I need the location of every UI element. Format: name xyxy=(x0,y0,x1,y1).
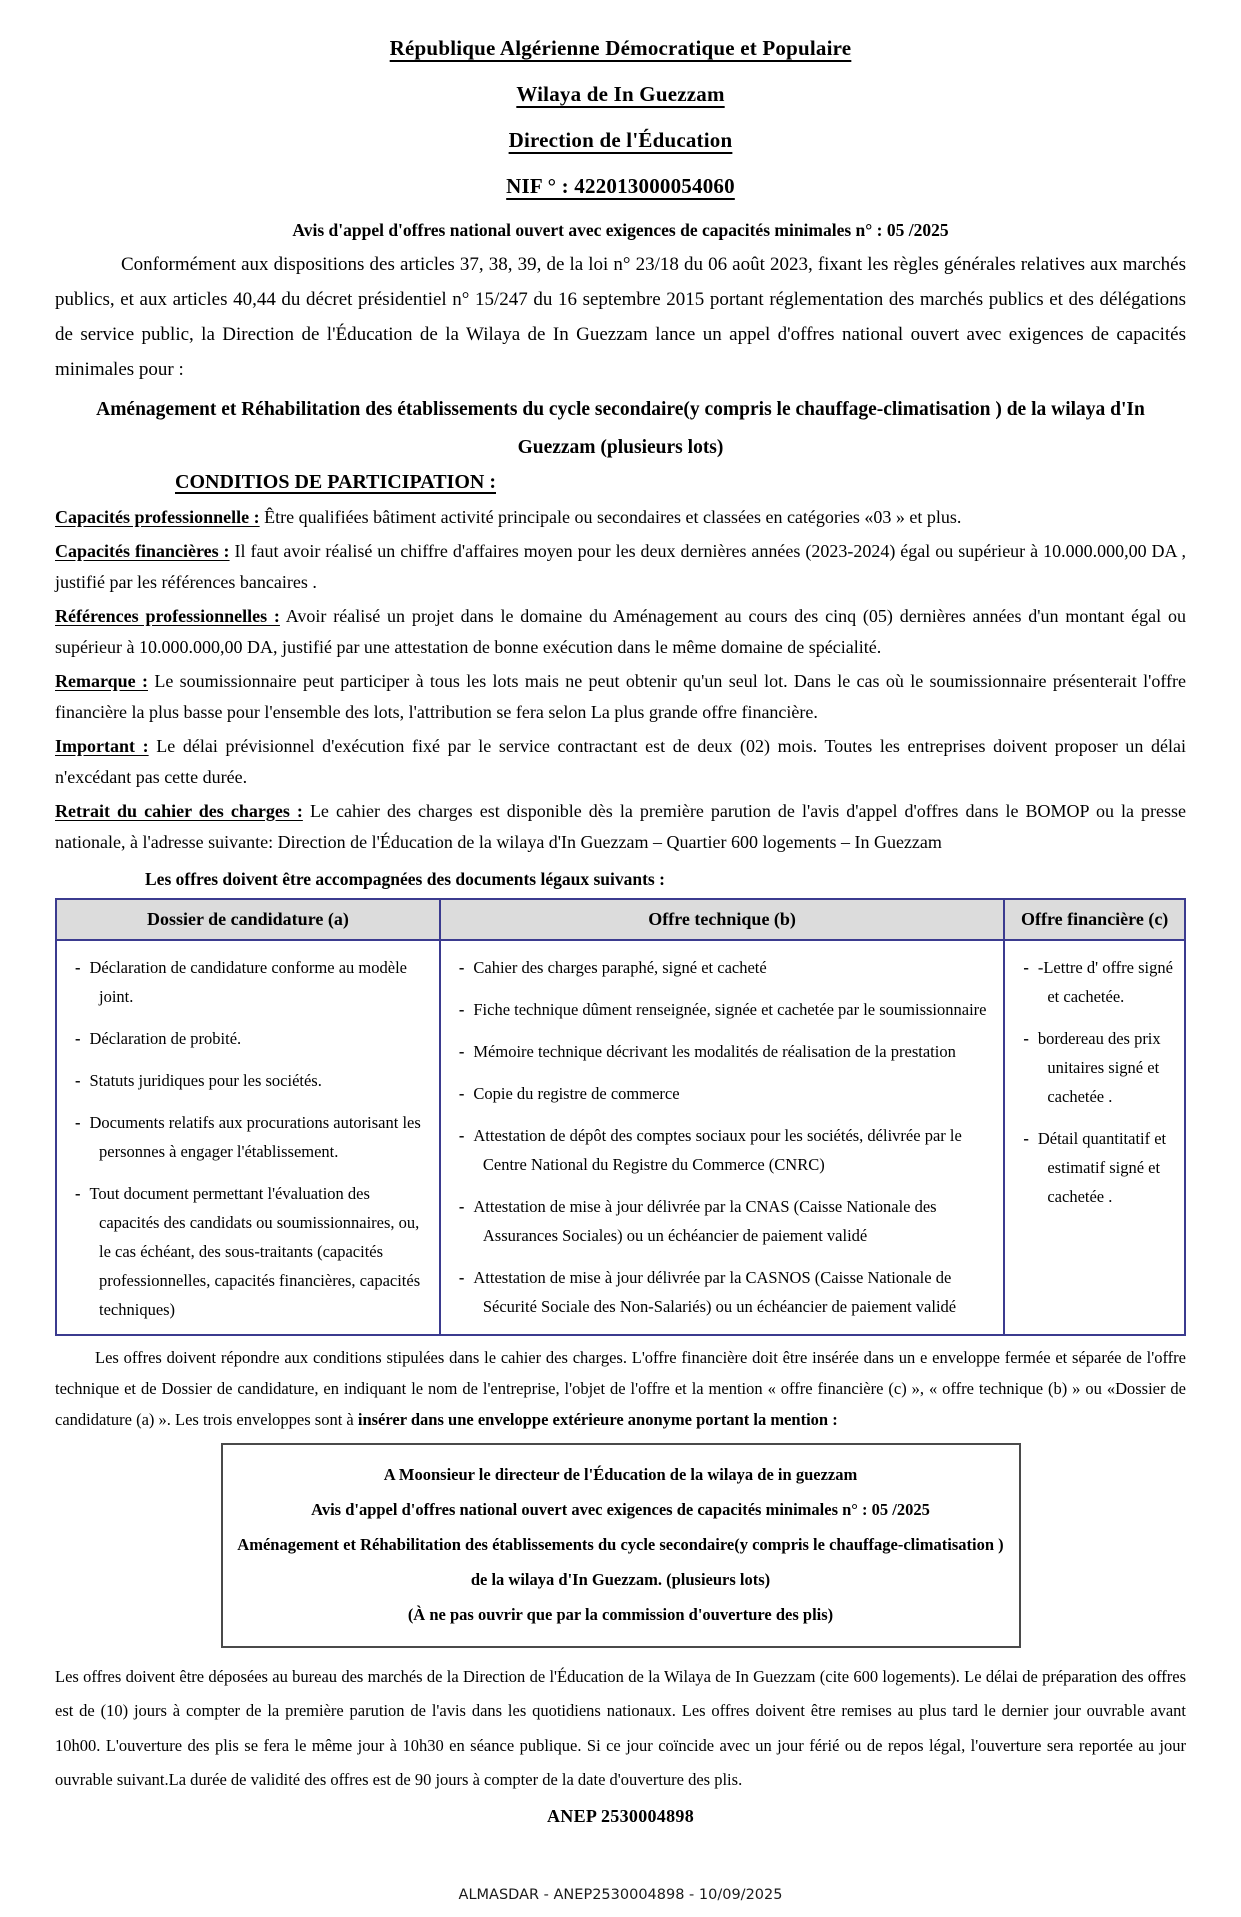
column-header-offre-financiere: Offre financière (c) xyxy=(1004,899,1185,940)
condition-text: Avoir réalisé un projet dans le domaine du Aménagement au cours des cinq (05) dernières années d'un montant égal ou supérieur à 10.000.000,00 DA, justifié par une attestation de bonne exécution dans le même domaine de spécialité. xyxy=(55,605,1186,657)
column-header-dossier-candidature: Dossier de candidature (a) xyxy=(56,899,440,940)
list-item: - Statuts juridiques pour les sociétés. xyxy=(65,1066,431,1095)
list-item: - Documents relatifs aux procurations autorisant les personnes à engager l'établissement. xyxy=(65,1108,431,1166)
condition-text: Le délai prévisionnel d'exécution fixé par le service contractant est de deux (02) mois. Toutes les entreprises doivent proposer un délai n'excédant pas cette durée. xyxy=(55,735,1186,787)
list-item: - Attestation de mise à jour délivrée par la CASNOS (Caisse Nationale de Sécurité Sociale des Non-Salariés) ou un échéancier de paiement validé xyxy=(449,1263,996,1321)
mention-project-title: Aménagement et Réhabilitation des établissements du cycle secondaire(y compris le chauffage-climatisation ) de la wilaya d'In Guezzam. (plusieurs lots) xyxy=(237,1534,1004,1589)
table-header-row xyxy=(56,899,1185,940)
list-item: - Déclaration de candidature conforme au modèle joint. xyxy=(65,953,431,1011)
notice-title: Avis d'appel d'offres national ouvert avec exigences de capacités minimales n° : 05 /2025 xyxy=(292,220,949,240)
condition-label: Capacités professionnelle : xyxy=(55,507,260,527)
list-item: - Attestation de dépôt des comptes sociaux pour les sociétés, délivrée par le Centre National du Registre du Commerce (CNRC) xyxy=(449,1121,996,1179)
deposit-instructions-paragraph: Les offres doivent être déposées au bureau des marchés de la Direction de l'Éducation de la Wilaya de In Guezzam (cite 600 logements). Le délai de préparation des offres est de (10) jours à compter de la première parution de l'avis dans les quotidiens nationaux. Les offres doivent être remises au plus tard le dernier jour ouvrable avant 10h00. L'ouverture des plis se fera le même jour à 10h30 en séance publique. Si ce jour coïncide avec un jour férié ou de repos légal, l'ouverture sera reportée au jour ouvrable suivant.La durée de validité des offres est de 90 jours à compter de la date d'ouverture des plis. xyxy=(55,1666,1186,1789)
list-item: - Détail quantitatif et estimatif signé et cachetée . xyxy=(1013,1124,1176,1211)
mention-do-not-open: (À ne pas ouvrir que par la commission d'ouverture des plis) xyxy=(407,1604,834,1624)
cell-offre-financiere xyxy=(1004,940,1185,1335)
condition-text: Le soumissionnaire peut participer à tous les lots mais ne peut obtenir qu'un seul lot. Dans le cas où le soumissionnaire présenterait l'offre financière la plus basse pour l'ensemble des lots, l'attribution se fera selon La plus grande offre financière. xyxy=(55,670,1187,722)
republic-header xyxy=(55,36,1186,61)
table-body-row xyxy=(56,940,1185,1335)
list-item: - bordereau des prix unitaires signé et cachetée . xyxy=(1013,1024,1176,1111)
condition-references-professionnelles xyxy=(55,601,1186,664)
cell-offre-technique xyxy=(440,940,1005,1335)
wilaya-header xyxy=(55,82,1186,107)
condition-capacites-financieres xyxy=(55,536,1186,599)
condition-important xyxy=(55,731,1186,794)
column-header-offre-technique: Offre technique (b) xyxy=(440,899,1005,940)
cell-dossier-candidature xyxy=(56,940,440,1335)
envelope-instructions-text: Les offres doivent répondre aux conditions stipulées dans le cahier des charges. L'offre financière doit être insérée dans un e enveloppe fermée et séparée de l'offre technique et de Dossier de candidature, en indiquant le nom de l'entreprise, l'objet de l'offre et la mention « offre financière (c) », « offre technique (b) » ou «Dossier de candidature (a) ». Les trois enveloppes sont à xyxy=(55,1347,1186,1429)
condition-text: Être qualifiées bâtiment activité principale ou secondaires et classées en catégories «03 » et plus. xyxy=(264,507,962,527)
list-item: - -Lettre d' offre signé et cachetée. xyxy=(1013,953,1176,1011)
condition-text: Il faut avoir réalisé un chiffre d'affaires moyen pour les deux dernières années (2023-2024) égal ou supérieur à 10.000.000,00 DA , justifié par les références bancaires . xyxy=(55,540,1187,592)
list-item: - Déclaration de probité. xyxy=(65,1024,431,1053)
condition-text: Le cahier des charges est disponible dès la première parution de l'avis d'appel d'offres dans le BOMOP ou la presse nationale, à l'adresse suivante: Direction de l'Éducation de la wilaya d'In Guezzam – Quartier 600 logements – In Guezzam xyxy=(55,800,1187,852)
nif-header xyxy=(55,174,1186,199)
condition-retrait-cahier-charges xyxy=(55,796,1186,859)
condition-label: Remarque : xyxy=(55,670,148,691)
envelope-mention-box xyxy=(221,1443,1021,1648)
condition-capacites-professionnelles xyxy=(55,502,1186,534)
documents-heading: Les offres doivent être accompagnées des documents légaux suivants : xyxy=(145,868,665,889)
list-item: - Fiche technique dûment renseignée, signée et cachetée par le soumissionnaire xyxy=(449,995,996,1024)
list-item: - Tout document permettant l'évaluation des capacités des candidats ou soumissionnaires, ou, le cas échéant, des sous-traitants (capacités professionnelles, capacités financières, capacités techniques) xyxy=(65,1179,431,1324)
condition-label: Important : xyxy=(55,735,149,756)
condition-label: Capacités financières : xyxy=(55,540,230,561)
list-item: - Mémoire technique décrivant les modalités de réalisation de la prestation xyxy=(449,1037,996,1066)
direction-header-text: Direction de l'Éducation xyxy=(508,128,733,152)
anep-reference: ANEP 2530004898 xyxy=(546,1805,694,1826)
mention-notice-number: Avis d'appel d'offres national ouvert avec exigences de capacités minimales n° : 05 /2025 xyxy=(311,1499,930,1519)
documents-table xyxy=(55,898,1186,1336)
conditions-heading xyxy=(175,471,1186,494)
condition-label: Retrait du cahier des charges : xyxy=(55,800,303,821)
conditions-heading-text: CONDITIOS DE PARTICIPATION : xyxy=(175,471,496,493)
mention-addressee: A Moonsieur le directeur de l'Éducation de la wilaya de in guezzam xyxy=(383,1464,858,1484)
list-item: - Attestation de mise à jour délivrée par la CNAS (Caisse Nationale des Assurances Sociales) ou un échéancier de paiement validé xyxy=(449,1192,996,1250)
republic-header-text: République Algérienne Démocratique et Populaire xyxy=(389,36,852,60)
intro-paragraph: Conformément aux dispositions des articles 37, 38, 39, de la loi n° 23/18 du 06 août 2023, fixant les règles générales relatives aux marchés publics, et aux articles 40,44 du décret présidentiel n° 15/247 du 16 septembre 2015 portant réglementation des marchés publics et des délégations de service public, la Direction de l'Éducation de la Wilaya de In Guezzam lance un appel d'offres national ouvert avec exigences de capacités minimales pour : xyxy=(55,254,1186,380)
list-item: - Copie du registre de commerce xyxy=(449,1079,996,1108)
envelope-instructions-bold-text: insérer dans une enveloppe extérieure anonyme portant la mention : xyxy=(357,1409,838,1429)
envelope-instructions-paragraph xyxy=(55,1342,1186,1435)
nif-header-text: NIF ° : 422013000054060 xyxy=(506,174,735,198)
wilaya-header-text: Wilaya de In Guezzam xyxy=(516,82,725,106)
page-footer: ALMASDAR - ANEP2530004898 - 10/09/2025 xyxy=(458,1886,783,1903)
condition-remarque xyxy=(55,666,1186,729)
list-item: - Cahier des charges paraphé, signé et cacheté xyxy=(449,953,996,982)
condition-label: Références professionnelles : xyxy=(55,605,280,626)
project-title: Aménagement et Réhabilitation des établissements du cycle secondaire(y compris le chauffage-climatisation ) de la wilaya d'In Guezzam (plusieurs lots) xyxy=(96,399,1145,458)
direction-header xyxy=(55,128,1186,153)
